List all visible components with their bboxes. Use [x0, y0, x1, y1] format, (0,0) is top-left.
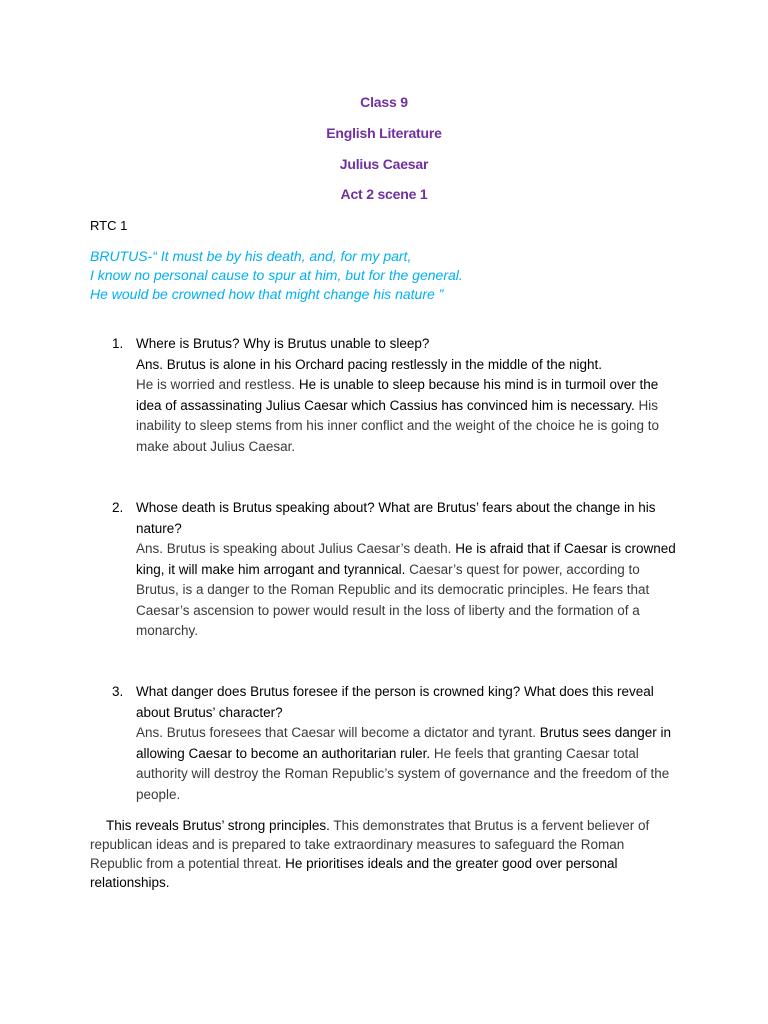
answer-2-part-c: Caesar’s quest for power, according to Brutus, is a danger to the Roman Republic and its democratic principles. He fears that Caesar’s ascension to power would result in the loss of liberty and the formation of a monarchy.: [136, 561, 650, 638]
question-2-text: Whose death is Brutus speaking about? What are Brutus’ fears about the change in his nature?: [136, 500, 656, 536]
answer-2-part-a: Ans. Brutus is speaking about Julius Caesar’s death.: [136, 541, 452, 556]
conclusion-part-b: This demonstrates that Brutus is a fervent believer of republican ideas and is prepared to take extraordinary measures to safeguard the Roman Republic from a potential threat.: [90, 818, 650, 871]
quote-line-2: I know no personal cause to spur at him, but for the general.: [90, 267, 463, 283]
act-heading: Act 2 scene 1: [340, 186, 428, 202]
quote-line-3: He would be crowned how that might change his nature ”: [90, 286, 444, 302]
answer-1-body: [136, 375, 681, 457]
question-3-text: What danger does Brutus foresee if the person is crowned king? What does this reveal about Brutus’ character?: [136, 684, 654, 720]
answer-1-line-a: Ans. Brutus is alone in his Orchard pacing restlessly in the middle of the night.: [136, 356, 602, 372]
answer-1-part-c: He is unable to sleep because his mind is in turmoil over the idea of assassinating Julius Caesar which Cassius has convinced him is necessary.: [136, 377, 659, 413]
conclusion-paragraph: [90, 816, 680, 892]
conclusion-part-a: This reveals Brutus’ strong principles.: [106, 818, 330, 833]
question-3-number: 3.: [112, 684, 124, 699]
answer-3-part-c: He feels that granting Caesar total authority will destroy the Roman Republic’s system of governance and the freedom of the people.: [136, 745, 670, 802]
answer-2-body: [136, 539, 681, 642]
question-2-number: 2.: [112, 500, 124, 515]
answer-3-part-b: Brutus sees danger in allowing Caesar to become an authoritarian ruler.: [136, 725, 672, 761]
answer-2-part-b: He is afraid that if Caesar is crowned king, it will make him arrogant and tyrannical.: [136, 541, 676, 577]
book-heading: Julius Caesar: [339, 156, 429, 172]
question-3: [136, 682, 681, 805]
question-1-text: Where is Brutus? Why is Brutus unable to sleep?: [136, 336, 430, 351]
question-1: [136, 334, 681, 457]
answer-1-part-b: He is worried and restless.: [136, 377, 296, 392]
rtc-label: RTC 1: [90, 218, 128, 233]
answer-3-body: [136, 723, 681, 805]
question-1-number: 1.: [112, 336, 124, 351]
answer-3-part-a: Ans. Brutus foresees that Caesar will become a dictator and tyrant.: [136, 725, 536, 740]
subject-heading: English Literature: [326, 125, 442, 141]
answer-1-part-d: His inability to sleep stems from his inner conflict and the weight of the choice he is going to make about Julius Caesar.: [136, 397, 660, 454]
quote-block: [90, 247, 690, 304]
quote-line-1: BRUTUS-“ It must be by his death, and, for my part,: [90, 248, 412, 264]
question-2: [136, 498, 681, 642]
class-heading: Class 9: [360, 94, 408, 110]
conclusion-part-c: He prioritises ideals and the greater good over personal relationships.: [90, 856, 618, 890]
